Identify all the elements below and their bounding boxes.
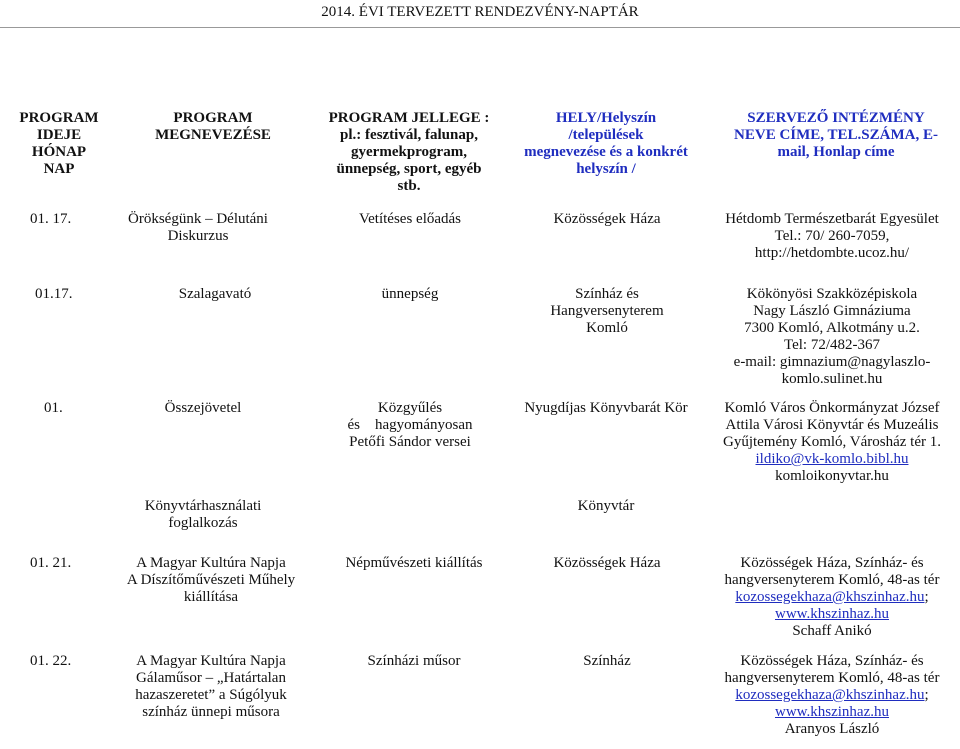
row4-type: Népművészeti kiállítás [345, 555, 483, 571]
row1-date: 01. 17. [30, 211, 72, 227]
row1-name: Örökségünk – Délutáni Diskurzus [128, 211, 268, 244]
row2-organizer: Kökönyösi Szakközépiskola Nagy László Gimnáziuma 7300 Komló, Alkotmány u.2. Tel: 72/482-367 e-mail: gimnazium@nagylaszlo- komlo.sulinet.hu [733, 286, 931, 387]
row1-type: Vetítéses előadás [358, 211, 462, 227]
row3-organizer-email-link[interactable]: ildiko@vk-komlo.bibl.hu [755, 451, 909, 467]
row3-type: Közgyűlés és hagyományosan Petőfi Sándor versei [347, 400, 473, 450]
row5-organizer-web-link[interactable]: www.khszinhaz.hu [774, 704, 889, 720]
row2-type: ünnepség [381, 286, 439, 302]
header-venue: HELY/Helyszín /települések megnevezése és a konkrét helyszín / [524, 110, 688, 177]
page-title: 2014. ÉVI TERVEZETT RENDEZVÉNY-NAPTÁR [321, 4, 639, 20]
row3-date: 01. [44, 400, 63, 416]
row4-venue: Közösségek Háza [553, 555, 661, 571]
row5-organizer-contact: Aranyos László [784, 721, 880, 737]
row2-date: 01.17. [35, 286, 73, 302]
row3-name-secondary: Könyvtárhasználati foglalkozás [144, 498, 262, 531]
row3-venue-secondary: Könyvtár [577, 498, 635, 514]
row4-organizer-email-link[interactable]: kozossegekhaza@khszinhaz.hu [735, 589, 925, 605]
header-type: PROGRAM JELLEGE : pl.: fesztivál, falunap, gyermekprogram, ünnepség, sport, egyéb stb. [328, 110, 490, 194]
row4-date: 01. 21. [30, 555, 72, 571]
row3-name: Összejövetel [164, 400, 242, 416]
row1-venue: Közösségek Háza [553, 211, 661, 227]
header-organizer: SZERVEZŐ INTÉZMÉNY NEVE CÍME, TEL.SZÁMA, E- mail, Honlap címe [734, 110, 938, 160]
title-divider [0, 27, 960, 28]
row4-name: A Magyar Kultúra Napja A Díszítőművészeti Műhely kiállítása [126, 555, 296, 605]
row5-type: Színházi műsor [367, 653, 461, 669]
header-name: PROGRAM MEGNEVEZÉSE [155, 110, 271, 143]
row3-organizer: Komló Város Önkormányzat József Attila Városi Könyvtár és Muzeális Gyűjtemény Komló, Városház tér 1. ildiko@vk-komlo.bibl.hu komloikonyvtar.hu [704, 400, 960, 485]
row4-organizer-contact: Schaff Anikó [792, 623, 872, 639]
row2-venue: Színház és Hangversenyterem Komló [550, 286, 664, 336]
row5-name: A Magyar Kultúra Napja Gálaműsor – „Határtalan hazaszeretet” a Súgólyuk színház ünnepi műsora [135, 653, 287, 720]
row4-organizer-web-link[interactable]: www.khszinhaz.hu [774, 606, 889, 622]
row1-organizer: Hétdomb Természetbarát Egyesület Tel.: 70/ 260-7059, http://hetdombte.ucoz.hu/ [725, 211, 939, 261]
row3-venue: Nyugdíjas Könyvbarát Kör [524, 400, 688, 416]
row5-organizer-email-link[interactable]: kozossegekhaza@khszinhaz.hu [735, 687, 925, 703]
row5-organizer: Közösségek Háza, Színház- és hangversenyterem Komló, 48-as tér kozossegekhaza@khszinhaz.hu; www.khszinhaz.hu Aranyos László [704, 653, 960, 738]
row2-name: Szalagavató [178, 286, 252, 302]
row5-date: 01. 22. [30, 653, 72, 669]
row4-organizer: Közösségek Háza, Színház- és hangversenyterem Komló, 48-as tér kozossegekhaza@khszinhaz.hu; www.khszinhaz.hu Schaff Anikó [704, 555, 960, 640]
row5-venue: Színház [583, 653, 631, 669]
row3-organizer-web: komloikonyvtar.hu [775, 468, 889, 484]
header-date: PROGRAM IDEJE HÓNAP NAP [19, 110, 99, 177]
